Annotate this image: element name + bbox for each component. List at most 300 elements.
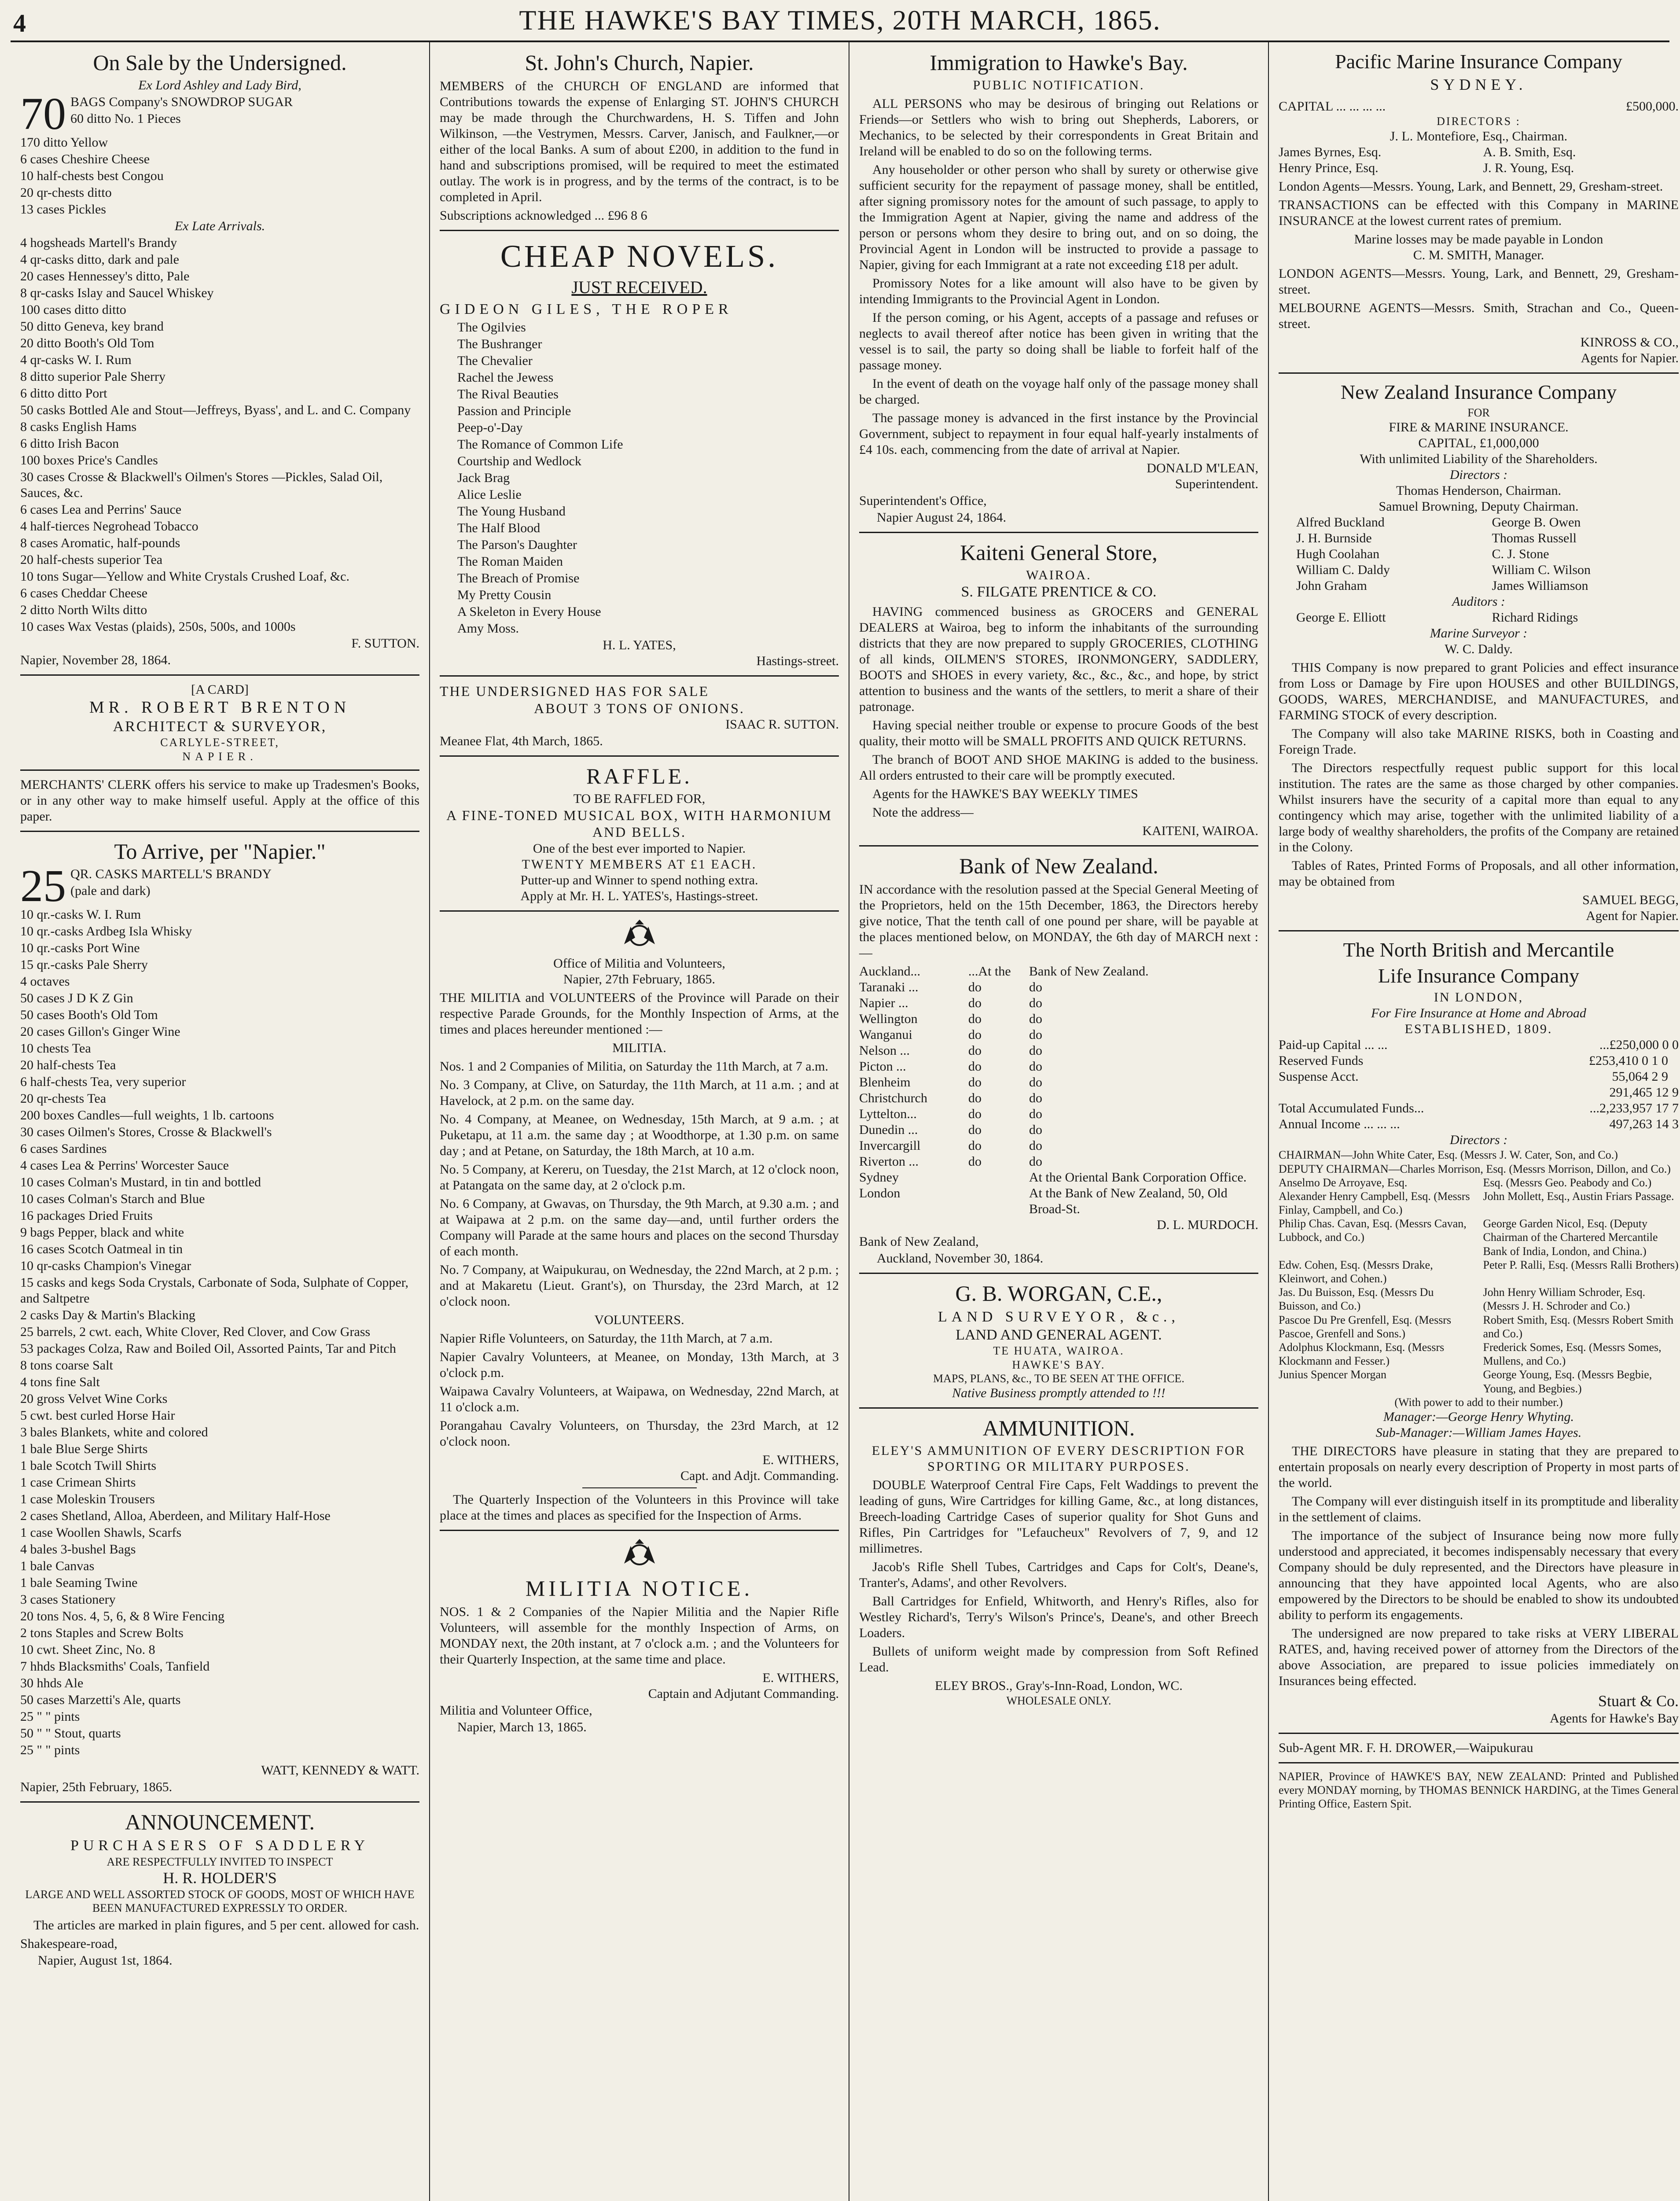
bank-table [859, 964, 1258, 1217]
text-line: The Romance of Common Life [457, 437, 623, 452]
announcement-l5: The articles are marked in plain figures, and 5 per cent. allowed for cash. [33, 1918, 419, 1933]
arrive-date: Napier, 25th February, 1865. [20, 1779, 173, 1794]
text-line: (pale and dark) [70, 883, 151, 898]
pacific-london: London Agents—Messrs. Young, Lark, and Bennett, 29, Gresham-street. [1279, 179, 1663, 194]
novels-intro: GIDEON GILES, THE ROPER [440, 301, 733, 318]
arrive-ad [20, 838, 419, 1795]
bank-place: Dunedin ... [859, 1122, 918, 1137]
divider [440, 230, 839, 231]
pacific-capital-label: CAPITAL ... ... ... ... [1279, 99, 1386, 114]
worgan-l6: Native Business promptly attended to !!! [952, 1385, 1165, 1400]
nb-value-b: ...2,233,957 17 7 [1589, 1101, 1679, 1116]
text-line: 1 case Woollen Shawls, Scarfs [20, 1525, 182, 1540]
divider [1279, 930, 1679, 931]
novels-titles [440, 320, 839, 637]
announcement-l6: Shakespeare-road, [20, 1936, 118, 1951]
sale-ex-late: Ex Late Arrivals. [174, 219, 265, 233]
announcement-l1: PURCHASERS OF SADDLERY [70, 1837, 370, 1854]
militia-office: Office of Militia and Volunteers, [553, 956, 725, 971]
militia-notice-title: Captain and Adjutant Commanding. [648, 1686, 839, 1701]
director-row [1279, 1258, 1679, 1285]
novels-address: Hastings-street. [756, 654, 839, 669]
text-line: 6 ditto Irish Bacon [20, 436, 119, 451]
director-name: Thomas Russell [1492, 530, 1577, 545]
text-line: 50 cases J D K Z Gin [20, 990, 133, 1005]
immigration-ad [859, 49, 1258, 526]
bank-at: ...At the [968, 964, 1011, 979]
arrive-first [20, 860, 419, 911]
text-line: 100 boxes Price's Candles [20, 453, 158, 467]
immigration-heading: Immigration to Hawke's Bay. [930, 50, 1188, 75]
sale-items-1 [20, 135, 419, 217]
bank-place: Wanganui [859, 1027, 912, 1042]
ammunition-footer-2: WHOLESALE ONLY. [1006, 1694, 1111, 1707]
nb-deputy: DEPUTY CHAIRMAN—Charles Morrison, Esq. (Messrs Morrison, Dillon, and Co.) [1279, 1162, 1671, 1175]
text-line: Agents for the HAWKE'S BAY WEEKLY TIMES [872, 786, 1138, 801]
card-street: CARLYLE-STREET, [160, 736, 279, 749]
kaiteni-ad [859, 539, 1258, 839]
immigration-office: Superintendent's Office, [859, 493, 987, 508]
text-line: 4 hogsheads Martell's Brandy [20, 236, 177, 250]
nb-label: Total Accumulated Funds... [1279, 1101, 1424, 1116]
pacific-chair: J. L. Montefiore, Esq., Chairman. [1390, 129, 1568, 144]
text-line: 6 cases Cheshire Cheese [20, 152, 150, 166]
columns [11, 42, 1679, 2201]
bank-at: do [968, 1059, 982, 1074]
director-name: Robert Smith, Esq. (Messrs Robert Smith and Co.) [1483, 1313, 1674, 1340]
text-line: 10 cwt. Sheet Zinc, No. 8 [20, 1642, 155, 1657]
text-line: 5 cwt. best curled Horse Hair [20, 1408, 175, 1423]
sale-first-lines [20, 94, 419, 127]
divider [1279, 1733, 1679, 1734]
text-line: The Ogilvies [457, 320, 526, 335]
text-line: Nos. 1 and 2 Companies of Militia, on Saturday the 11th March, at 7 a.m. [440, 1059, 828, 1074]
text-line: 50 cases Marzetti's Ale, quarts [20, 1692, 181, 1707]
nz-auditor: George E. Elliott [1296, 610, 1386, 625]
north-british-ad [1279, 938, 1679, 1756]
text-line: 8 qr-casks Islay and Saucel Whiskey [20, 286, 214, 300]
text-line: 15 qr.-casks Pale Sherry [20, 957, 148, 972]
ammunition-paras [859, 1477, 1258, 1675]
bank-at: do [968, 1075, 982, 1089]
text-line: Having special neither trouble or expense to procure Goods of the best quality, their motto will be SMALL PROFITS AND QUICK RETURNS. [859, 718, 1258, 748]
text-line: 100 cases ditto ditto [20, 302, 126, 317]
director-name: C. J. Stone [1492, 546, 1549, 561]
sale-date: Napier, November 28, 1864. [20, 653, 171, 667]
sale-ad [20, 49, 419, 668]
bank-where: do [1029, 1106, 1042, 1121]
text-line: The undersigned are now prepared to take risks at VERY LIBERAL RATES, and, having received power of attorney from the Directors of the above Association, are prepared to issue policies immediately on Insurances being effected. [1279, 1626, 1679, 1688]
text-line: 10 qr.-casks W. I. Rum [20, 907, 141, 922]
bank-place: Invercargill [859, 1138, 921, 1153]
text-line: The Parson's Daughter [457, 537, 577, 552]
text-line: Passion and Principle [457, 404, 571, 419]
worgan-l2: LAND AND GENERAL AGENT. [956, 1326, 1162, 1343]
divider [20, 1801, 419, 1803]
militia-signature: E. WITHERS, [762, 1452, 839, 1467]
bank-where: do [1029, 1090, 1042, 1105]
arrive-heading: To Arrive, per "Napier." [114, 839, 326, 864]
bank-row [859, 995, 1258, 1011]
bank-where: At the Bank of New Zealand, 50, Old Broad-St. [1029, 1185, 1228, 1216]
text-line: QR. CASKS MARTELL'S BRANDY [70, 866, 272, 881]
card-title: ARCHITECT & SURVEYOR, [113, 718, 327, 735]
text-line: DOUBLE Waterproof Central Fire Caps, Felt Waddings to prevent the leading of guns, Wire Cartridges for killing Game, &c., at long distances, Breech-loading Cartridge Cases of superior quality for Shot Guns and Rifles, Pin Cartridges for "Lefaucheux" Revolvers of 7, 9, and 12 millimetres. [859, 1477, 1258, 1556]
pacific-body: TRANSACTIONS can be effected with this Company in MARINE INSURANCE at the lowest current rates of premium. [1279, 197, 1679, 228]
nb-agent-2: Agents for Hawke's Bay [1550, 1711, 1679, 1726]
nb-funds-row [1279, 1116, 1679, 1132]
nb-london: IN LONDON, [1434, 990, 1524, 1005]
text-line: No. 7 Company, at Waipukurau, on Wednesday, the 22nd March, at 2 p.m. ; and at Makaretu (Lieut. Grant's), on Thursday, the 23rd March, at 12 o'clock noon. [440, 1262, 839, 1309]
text-line: Amy Moss. [457, 621, 519, 636]
text-line: 30 cases Crosse & Blackwell's Oilmen's Stores —Pickles, Salad Oil, Sauces, &c. [20, 470, 383, 500]
text-line: 2 cases Shetland, Alloa, Aberdeen, and Military Half-Hose [20, 1508, 331, 1523]
text-line: 16 packages Dried Fruits [20, 1208, 153, 1223]
nz-insurance-ad [1279, 380, 1679, 924]
onions-l2: ABOUT 3 TONS OF ONIONS. [534, 700, 745, 716]
text-line: 10 cases Colman's Starch and Blue [20, 1191, 205, 1206]
novels-sub: JUST RECEIVED. [571, 277, 707, 298]
arrive-signature: WATT, KENNEDY & WATT. [261, 1763, 419, 1778]
militia-list [440, 1059, 839, 1310]
pacific-city: SYDNEY. [1430, 76, 1527, 94]
text-line: 4 tons fine Salt [20, 1374, 100, 1389]
bank-place: Lyttelton... [859, 1106, 917, 1121]
worgan-l4: HAWKE'S BAY. [1012, 1358, 1106, 1371]
text-line: 1 bale Canvas [20, 1558, 95, 1573]
text-line: 10 qr-casks Champion's Vinegar [20, 1258, 191, 1273]
director-name: Jas. Du Buisson, Esq. (Messrs Du Buisson, and Co.) [1279, 1286, 1434, 1313]
text-line: Jack Brag [457, 471, 510, 486]
nz-surveyor-heading: Marine Surveyor : [1430, 626, 1528, 640]
sale-first [20, 88, 419, 139]
director-name: Alexander Henry Campbell, Esq. (Messrs Finlay, Campbell, and Co.) [1279, 1189, 1470, 1217]
director-name: Philip Chas. Cavan, Esq. (Messrs Cavan, Lubbock, and Co.) [1279, 1217, 1467, 1244]
pacific-ad [1279, 49, 1679, 366]
nz-paras [1279, 660, 1679, 890]
kaiteni-address: KAITENI, WAIROA. [1142, 823, 1258, 838]
immigration-signature: DONALD M'LEAN, [1147, 461, 1258, 475]
text-line: 4 qr-casks W. I. Rum [20, 353, 132, 367]
bank-row [859, 1106, 1258, 1122]
kaiteni-heading: Kaiteni General Store, [960, 540, 1158, 565]
announcement-l4: LARGE AND WELL ASSORTED STOCK OF GOODS, MOST OF WHICH HAVE BEEN MANUFACTURED EXPRESSLY TO ORDER. [25, 1888, 415, 1915]
nb-value-a: 55,064 2 9 [1612, 1069, 1668, 1084]
text-line: The Company will ever distinguish itself in its promptitude and liberality in the settlement of claims. [1279, 1494, 1679, 1524]
director-row [1279, 1340, 1679, 1368]
director-name: James Byrnes, Esq. [1279, 144, 1382, 159]
director-row [1279, 1285, 1679, 1313]
bank-place: Auckland... [859, 964, 921, 979]
clerk-ad: MERCHANTS' CLERK offers his service to make up Tradesmen's Books, or in any other way to make himself useful. Apply at the office of this paper. [20, 777, 419, 824]
nb-sum: 291,465 12 9 [1609, 1085, 1679, 1100]
nz-auditors-heading: Auditors : [1452, 594, 1505, 609]
militia-notice-office: Militia and Volunteer Office, [440, 1703, 592, 1718]
text-line: Promissory Notes for a like amount will also have to be given by intending Immigrants to the Provincial Agent in London. [859, 276, 1258, 306]
text-line: 4 bales 3-bushel Bags [20, 1542, 136, 1557]
director-name: John Mollett, Esq., Austin Friars Passage. [1483, 1189, 1674, 1203]
text-line: 9 bags Pepper, black and white [20, 1225, 184, 1240]
bank-place: Blenheim [859, 1075, 911, 1089]
bank-at: do [968, 1122, 982, 1137]
text-line: 20 ditto Booth's Old Tom [20, 336, 154, 350]
nb-capital-table [1279, 1037, 1679, 1085]
church-ad [440, 49, 839, 224]
nz-heading: New Zealand Insurance Company [1340, 380, 1617, 403]
text-line: 53 packages Colza, Raw and Boiled Oil, Assorted Paints, Tar and Pitch [20, 1341, 396, 1356]
director-name: Hugh Coolahan [1296, 546, 1380, 561]
director-row [1296, 562, 1679, 578]
text-line: 15 casks and kegs Soda Crystals, Carbonate of Soda, Sulphate of Copper, and Saltpetre [20, 1275, 408, 1306]
director-name: William C. Wilson [1492, 562, 1591, 577]
royal-arms-icon [440, 918, 839, 953]
director-name: Junius Spencer Morgan [1279, 1368, 1387, 1381]
director-row [1279, 160, 1679, 176]
pacific-capital [1279, 99, 1679, 114]
text-line: Porangahau Cavalry Volunteers, on Thursday, the 23rd March, at 12 o'clock noon. [440, 1418, 839, 1449]
announcement-l2: ARE RESPECTFULLY INVITED TO INSPECT [107, 1855, 333, 1868]
raffle-l6: Apply at Mr. H. L. YATES's, Hastings-street. [520, 888, 758, 903]
nz-directors-heading: Directors : [1449, 467, 1508, 482]
ammunition-sub: ELEY'S AMMUNITION OF EVERY DESCRIPTION FOR SPORTING OR MILITARY PURPOSES. [871, 1443, 1246, 1474]
text-line: 10 tons Sugar—Yellow and White Crystals Crushed Loaf, &c. [20, 569, 349, 584]
director-row [1279, 1189, 1679, 1217]
announcement-l3: H. R. HOLDER'S [163, 1869, 277, 1887]
text-line: The passage money is advanced in the first instance by the Provincial Government, subject to repayment in four equal half-yearly instalments of £4 10s. each, commencing from the date of arrival at Napier. [859, 411, 1258, 457]
ammunition-footer: ELEY BROS., Gray's-Inn-Road, London, WC. [935, 1678, 1183, 1693]
nb-funds-table [1279, 1100, 1679, 1132]
bank-where: At the Oriental Bank Corporation Office. [1029, 1170, 1247, 1185]
text-line: 10 qr.-casks Port Wine [20, 940, 140, 955]
text-line: 20 gross Velvet Wine Corks [20, 1391, 168, 1406]
director-row [1296, 578, 1679, 594]
divider [1279, 1762, 1679, 1763]
bank-row [859, 1170, 1258, 1185]
column-4 [1269, 42, 1680, 2201]
worgan-l5: MAPS, PLANS, &c., TO BE SEEN AT THE OFFICE. [933, 1372, 1184, 1385]
director-name: Edw. Cohen, Esq. (Messrs Drake, Kleinwort, and Cohen.) [1279, 1258, 1433, 1285]
bank-place-2: Auckland, November 30, 1864. [877, 1251, 1044, 1266]
militia-subheading: MILITIA. [612, 1040, 666, 1055]
text-line: ALL PERSONS who may be desirous of bringing out Relations or Friends—or Settlers who wish to bring out Shepherds, Laborers, or Mechanics, to be selected by their correspondents in Great Britain and Ireland will be enabled to do so on the following terms. [859, 96, 1258, 158]
bank-at: do [968, 1090, 982, 1105]
text-line: 50 casks Bottled Ale and Stout—Jeffreys, Byass', and L. and C. Company [20, 403, 411, 417]
text-line: 4 cases Lea & Perrins' Worcester Sauce [20, 1158, 229, 1173]
nz-auditor: Richard Ridings [1492, 610, 1578, 625]
text-line: 1 bale Blue Serge Shirts [20, 1441, 148, 1456]
nz-chair: Thomas Henderson, Chairman. [1396, 483, 1561, 498]
text-line: 8 cases Aromatic, half-pounds [20, 536, 180, 550]
worgan-l3: TE HUATA, WAIROA. [993, 1344, 1125, 1358]
immigration-paras [859, 96, 1258, 458]
nb-label: Suspense Acct. [1279, 1069, 1359, 1084]
text-line: HAVING commenced business as GROCERS and GENERAL DEALERS at Wairoa, beg to inform the inhabitants of the surrounding districts that they are now prepared to supply GROCERIES, CLOTHING of all kinds, OILMEN'S STORES, IRONMONGERY, SADDLERY, BOOTS and SHOES in every variety, &c., &c., &c., and hope, by strict attention to business and the wants of the settlers, to merit a share of their patronage. [859, 604, 1258, 714]
militia-notice-body: NOS. 1 & 2 Companies of the Napier Militia and the Napier Rifle Volunteers, will assemble for the monthly Inspection of Arms, on MONDAY next, the 20th instant, at 7 o'clock a.m. ; and the Volunteers for their Quarterly Inspection, at the same time and place. [440, 1604, 839, 1667]
text-line: 13 cases Pickles [20, 202, 106, 217]
bank-at: do [968, 1138, 982, 1153]
pacific-directors [1279, 144, 1679, 176]
nb-label: Annual Income ... ... ... [1279, 1117, 1400, 1132]
nb-submanager: Sub-Manager:—William James Hayes. [1375, 1425, 1582, 1440]
pacific-melbourne: MELBOURNE AGENTS—Messrs. Smith, Strachan and Co., Queen-street. [1279, 300, 1679, 331]
director-name: George B. Owen [1492, 515, 1581, 530]
immigration-title: Superintendent. [1175, 477, 1258, 491]
text-line: Jacob's Rifle Shell Tubes, Cartridges and Caps for Colt's, Deane's, Tranter's, Adams', and other Revolvers. [859, 1559, 1258, 1590]
text-line: No. 6 Company, at Gwavas, on Thursday, the 9th March, at 9.30 a.m. ; and at Waipawa at 2 p.m. on the same day—and, until further orders the Company will Parade at the same hours and places on the second Thursday of each month. [440, 1196, 839, 1259]
nb-capital-row [1279, 1053, 1679, 1069]
nb-label: Reserved Funds [1279, 1053, 1364, 1068]
text-line: 20 cases Hennessey's ditto, Pale [20, 269, 190, 283]
text-line: 10 cases Colman's Mustard, in tin and bottled [20, 1174, 261, 1189]
text-line: 1 bale Scotch Twill Shirts [20, 1458, 156, 1473]
arrive-first-lines [20, 866, 419, 899]
text-line: 20 half-chests Tea [20, 1057, 116, 1072]
pacific-manager: C. M. SMITH, Manager. [1413, 247, 1544, 262]
nb-label: Paid-up Capital ... ... [1279, 1038, 1388, 1053]
sale-items-2 [20, 235, 419, 635]
bank-where: do [1029, 1011, 1042, 1026]
text-line: The Rival Beauties [457, 387, 559, 402]
text-line: 30 hhds Ale [20, 1675, 84, 1690]
nz-agent: SAMUEL BEGG, [1582, 892, 1679, 907]
director-name: George Garden Nicol, Esq. (Deputy Chairman of the Chartered Mercantile Bank of India, London, and China.) [1483, 1217, 1658, 1258]
card-town: NAPIER. [182, 750, 257, 763]
nb-value-b: 497,263 14 3 [1609, 1117, 1679, 1132]
text-line: 20 qr-chests ditto [20, 185, 112, 200]
divider [1279, 372, 1679, 374]
bank-at [968, 1170, 1026, 1185]
nb-heading-2: Life Insurance Company [1378, 964, 1580, 987]
bank-place: Christchurch [859, 1090, 927, 1105]
nb-subagent: Sub-Agent MR. F. H. DROWER,—Waipukurau [1279, 1741, 1533, 1756]
sale-ex-ships: Ex Lord Ashley and Lady Bird, [138, 78, 301, 92]
bank-where: do [1029, 1138, 1042, 1153]
announcement-ad [20, 1809, 419, 1969]
text-line: 10 qr.-casks Ardbeg Isla Whisky [20, 924, 192, 939]
text-line: Waipawa Cavalry Volunteers, at Waipawa, on Wednesday, 22nd March, at 11 o'clock a.m. [440, 1384, 839, 1414]
bank-where: do [1029, 1075, 1042, 1089]
director-name: Pascoe Du Pre Grenfell, Esq. (Messrs Pascoe, Grenfell and Sons.) [1279, 1313, 1452, 1340]
kaiteni-paras [859, 604, 1258, 821]
text-line: The Directors respectfully request public support for this local institution. The rates are the same as those charged by other companies. Whilst insurers have the security of a capital more than equal to any contingency which may arise, together with the unlimited liability of a large body of wealthy shareholders, the profits of the Company are retained in the Colony. [1279, 760, 1679, 854]
column-3 [849, 42, 1269, 2201]
nz-surveyor: W. C. Daldy. [1445, 641, 1513, 656]
bank-place: Taranaki ... [859, 979, 919, 994]
church-subscriptions: Subscriptions acknowledged ... £96 8 6 [440, 208, 647, 223]
text-line: 2 tons Staples and Screw Bolts [20, 1625, 184, 1640]
nb-capital-row [1279, 1069, 1679, 1085]
militia-notice-date: Napier, March 13, 1865. [457, 1719, 587, 1734]
nb-value-b: ...£250,000 0 0 [1599, 1038, 1679, 1053]
bank-row [859, 1075, 1258, 1090]
bank-row [859, 1122, 1258, 1138]
bank-intro: IN accordance with the resolution passed at the Special General Meeting of the Proprietors, held on the 15th December, 1863, the Directors hereby give notice, That the tenth call of one pound per share, will be payable at the places mentioned below, on MONDAY, the 6th day of MARCH next :— [859, 882, 1258, 960]
raffle-l5: Putter-up and Winner to spend nothing extra. [520, 872, 758, 887]
bank-at: do [968, 1154, 982, 1169]
text-line: 20 cases Gillon's Ginger Wine [20, 1024, 180, 1039]
nz-for: FOR [1467, 406, 1490, 419]
director-row [1279, 1217, 1679, 1258]
text-line: 1 case Moleskin Trousers [20, 1491, 155, 1506]
divider [859, 1407, 1258, 1409]
arrive-big-number: 25 [20, 860, 66, 911]
nb-directors [1279, 1176, 1679, 1395]
bank-place: Nelson ... [859, 1043, 910, 1058]
onions-ad [440, 683, 839, 749]
text-line: Alice Leslie [457, 487, 522, 502]
volunteers-list [440, 1331, 839, 1450]
nz-directors [1279, 515, 1679, 594]
divider [859, 1273, 1258, 1274]
text-line: The Breach of Promise [457, 571, 580, 586]
text-line: No. 3 Company, at Clive, on Saturday, the 11th March, at 11 a.m. ; and at Havelock, at 2 p.m. on the same day. [440, 1077, 839, 1108]
text-line: THIS Company is now prepared to grant Policies and effect insurance from Loss or Damage by Fire upon HOUSES and other BUILDINGS, GOODS, WARES, MERCHANDISE, and MANUFACTURES, and FARMING STOCK of every description. [1279, 660, 1679, 722]
raffle-ad [440, 763, 839, 904]
militia-notice-heading: MILITIA NOTICE. [525, 1575, 754, 1601]
text-line: 2 casks Day & Martin's Blacking [20, 1307, 195, 1322]
immigration-sub: PUBLIC NOTIFICATION. [973, 78, 1145, 92]
text-line: 20 half-chests superior Tea [20, 552, 163, 567]
director-name: Anselmo De Arroyave, Esq. [1279, 1176, 1408, 1189]
bank-where: do [1029, 1154, 1042, 1169]
divider [440, 675, 839, 677]
bank-where: do [1029, 995, 1042, 1010]
raffle-l3: One of the best ever imported to Napier. [533, 841, 746, 856]
director-name: George Young, Esq. (Messrs Begbie, Young, and Begbies.) [1483, 1368, 1652, 1395]
bank-row [859, 1185, 1258, 1217]
divider [440, 1530, 839, 1531]
text-line: 6 cases Cheddar Cheese [20, 586, 148, 600]
raffle-heading: RAFFLE. [586, 763, 692, 788]
text-line: 25 barrels, 2 cwt. each, White Clover, Red Clover, and Cow Grass [20, 1324, 371, 1339]
director-row [1296, 546, 1679, 562]
nb-established: ESTABLISHED, 1809. [1404, 1022, 1553, 1037]
onions-signature: ISAAC R. SUTTON. [725, 717, 839, 732]
text-line: 3 cases Stationery [20, 1592, 116, 1607]
ammunition-ad [859, 1415, 1258, 1708]
page-number: 4 [13, 9, 26, 37]
text-line: 8 ditto superior Pale Sherry [20, 369, 165, 384]
sale-signature: F. SUTTON. [351, 636, 419, 651]
text-line: The Bushranger [457, 337, 542, 352]
director-row [1296, 530, 1679, 546]
text-line: 6 half-chests Tea, very superior [20, 1074, 186, 1089]
text-line: Napier Rifle Volunteers, on Saturday, the 11th March, at 7 a.m. [440, 1331, 773, 1346]
director-name: Alfred Buckland [1296, 515, 1385, 530]
text-line: The Roman Maiden [457, 554, 563, 569]
onions-l1: THE UNDERSIGNED HAS FOR SALE [440, 683, 709, 699]
militia-parade-ad [440, 918, 839, 1524]
nb-chairman: CHAIRMAN—John White Cater, Esq. (Messrs J. W. Cater, Son, and Co.) [1279, 1148, 1618, 1162]
text-line: The Company will also take MARINE RISKS, both in Coasting and Foreign Trade. [1279, 726, 1679, 757]
kaiteni-firm: S. FILGATE PRENTICE & CO. [961, 584, 1157, 600]
text-line: Bullets of uniform weight made by compression from Soft Refined Lead. [859, 1644, 1258, 1675]
pacific-kinross: KINROSS & CO., [1580, 335, 1679, 350]
text-line: 60 ditto No. 1 Pieces [70, 111, 181, 126]
divider [20, 769, 419, 771]
text-line: 10 chests Tea [20, 1041, 91, 1056]
divider [20, 831, 419, 832]
newspaper-title: THE HAWKE'S BAY TIMES, 20TH MARCH, 1865. [519, 4, 1161, 36]
text-line: Tables of Rates, Printed Forms of Proposals, and all other information, may be obtained from [1279, 858, 1679, 889]
imprint: NAPIER, Province of HAWKE'S BAY, NEW ZEALAND: Printed and Published every MONDAY morning, by THOMAS BENNICK HARDING, at the Times General Printing Office, Eastern Spit. [1279, 1770, 1679, 1811]
bank-at: do [968, 995, 982, 1010]
pacific-heading: Pacific Marine Insurance Company [1335, 50, 1622, 73]
divider [440, 755, 839, 757]
director-name: John Graham [1296, 578, 1367, 593]
text-line: 6 ditto ditto Port [20, 386, 107, 401]
nb-capital-row [1279, 1037, 1679, 1053]
